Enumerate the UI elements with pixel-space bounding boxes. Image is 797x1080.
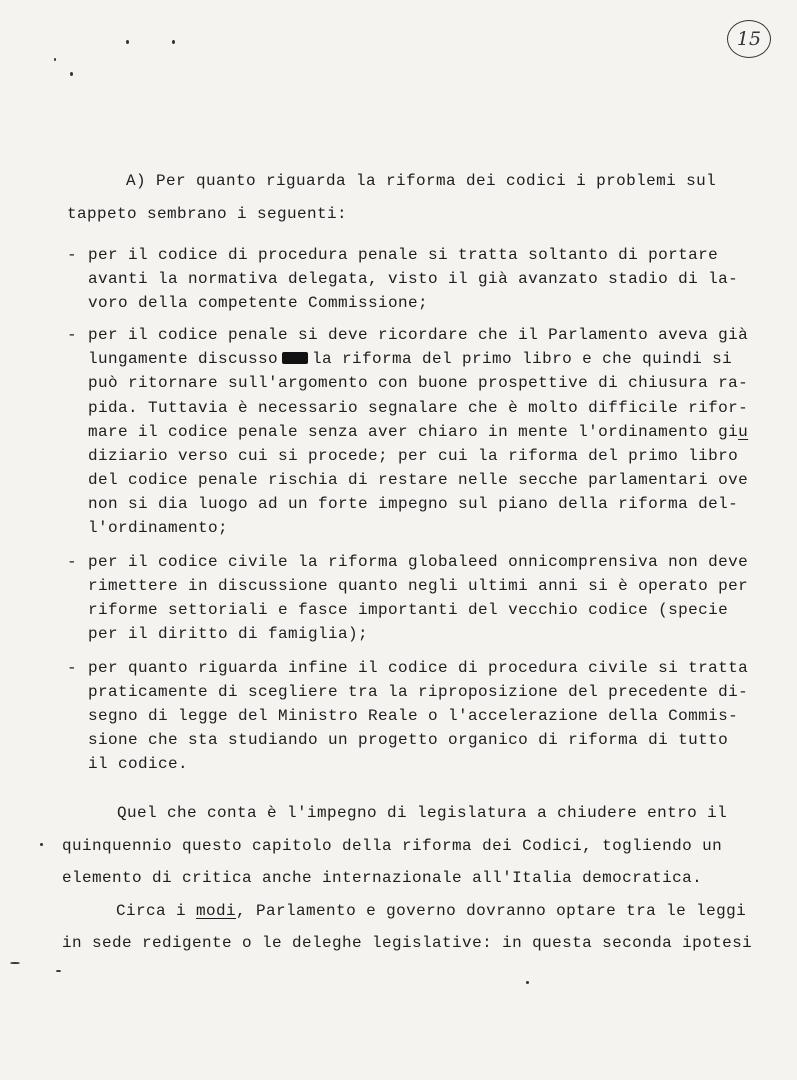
bullet-dash: - bbox=[67, 659, 77, 677]
bullet-dash: - bbox=[67, 246, 77, 264]
bullet-line bbox=[88, 347, 732, 371]
scan-speck bbox=[10, 962, 20, 964]
bullet-line: rimettere in discussione quanto negli ultimi anni si è operato per bbox=[88, 577, 749, 595]
bullet-text: mare il codice penale senza aver chiaro in mente l'ordinamento gi bbox=[88, 423, 739, 441]
bullet-line: segno di legge del Ministro Reale o l'accelerazione della Commis- bbox=[88, 707, 739, 725]
page-number: 15 bbox=[727, 20, 771, 58]
intro-line: A) Per quanto riguarda la riforma dei codici i problemi sul bbox=[126, 172, 717, 190]
scan-speck bbox=[56, 970, 61, 972]
bullet-line: diziario verso cui si procede; per cui la riforma del primo libro bbox=[88, 447, 739, 465]
bullet-line: pida. Tuttavia è necessario segnalare che è molto difficile rifor- bbox=[88, 399, 749, 417]
scan-speck bbox=[70, 72, 73, 76]
bullet-line: riforme settoriali e fasce importanti del vecchio codice (specie bbox=[88, 601, 729, 619]
paragraph-text: , Parlamento e governo dovranno optare tra le leggi bbox=[236, 902, 747, 920]
bullet-dash: - bbox=[67, 326, 77, 344]
intro-line: tappeto sembrano i seguenti: bbox=[67, 205, 348, 223]
redaction-mark bbox=[282, 352, 308, 364]
scan-speck bbox=[172, 40, 175, 44]
bullet-line: praticamente di scegliere tra la riproposizione del precedente di- bbox=[88, 683, 749, 701]
paragraph-text: Circa i bbox=[116, 902, 187, 920]
bullet-line: voro della competente Commissione; bbox=[88, 294, 429, 312]
scan-speck bbox=[526, 981, 529, 984]
paragraph-line bbox=[116, 899, 746, 923]
scan-speck bbox=[54, 58, 56, 61]
bullet-line: per il codice di procedura penale si tratta soltanto di portare bbox=[88, 246, 719, 264]
paragraph-line: in sede redigente o le deleghe legislative: in questa seconda ipotesi bbox=[62, 934, 753, 952]
paragraph-line: quinquennio questo capitolo della riforma dei Codici, togliendo un bbox=[62, 837, 723, 855]
underlined-text: u bbox=[738, 423, 749, 441]
bullet-line: per il codice penale si deve ricordare che il Parlamento aveva già bbox=[88, 326, 749, 344]
bullet-dash: - bbox=[67, 553, 77, 571]
bullet-line: può ritornare sull'argomento con buone prospettive di chiusura ra- bbox=[88, 374, 749, 392]
bullet-line: l'ordinamento; bbox=[88, 519, 229, 537]
paragraph-line: Quel che conta è l'impegno di legislatura a chiudere entro il bbox=[117, 804, 728, 822]
bullet-line: non si dia luogo ad un forte impegno sul piano della riforma del- bbox=[88, 495, 739, 513]
paragraph-line: elemento di critica anche internazionale all'Italia democratica. bbox=[62, 869, 703, 887]
bullet-line: avanti la normativa delegata, visto il già avanzato stadio di la- bbox=[88, 270, 739, 288]
bullet-line: per il codice civile la riforma globaleed onnicomprensiva non deve bbox=[88, 553, 749, 571]
bullet-line: per quanto riguarda infine il codice di procedura civile si tratta bbox=[88, 659, 749, 677]
bullet-line bbox=[88, 420, 748, 444]
scan-speck bbox=[126, 40, 129, 44]
bullet-text: la riforma del primo libro e che quindi si bbox=[312, 350, 733, 368]
bullet-line: sione che sta studiando un progetto organico di riforma di tutto bbox=[88, 731, 729, 749]
bullet-line: per il diritto di famiglia); bbox=[88, 625, 369, 643]
scan-speck bbox=[40, 843, 43, 846]
bullet-line: il codice. bbox=[88, 755, 189, 773]
bullet-text: lungamente discusso bbox=[88, 350, 279, 368]
bullet-line: del codice penale rischia di restare nelle secche parlamentari ove bbox=[88, 471, 749, 489]
underlined-text: modi bbox=[196, 902, 237, 920]
